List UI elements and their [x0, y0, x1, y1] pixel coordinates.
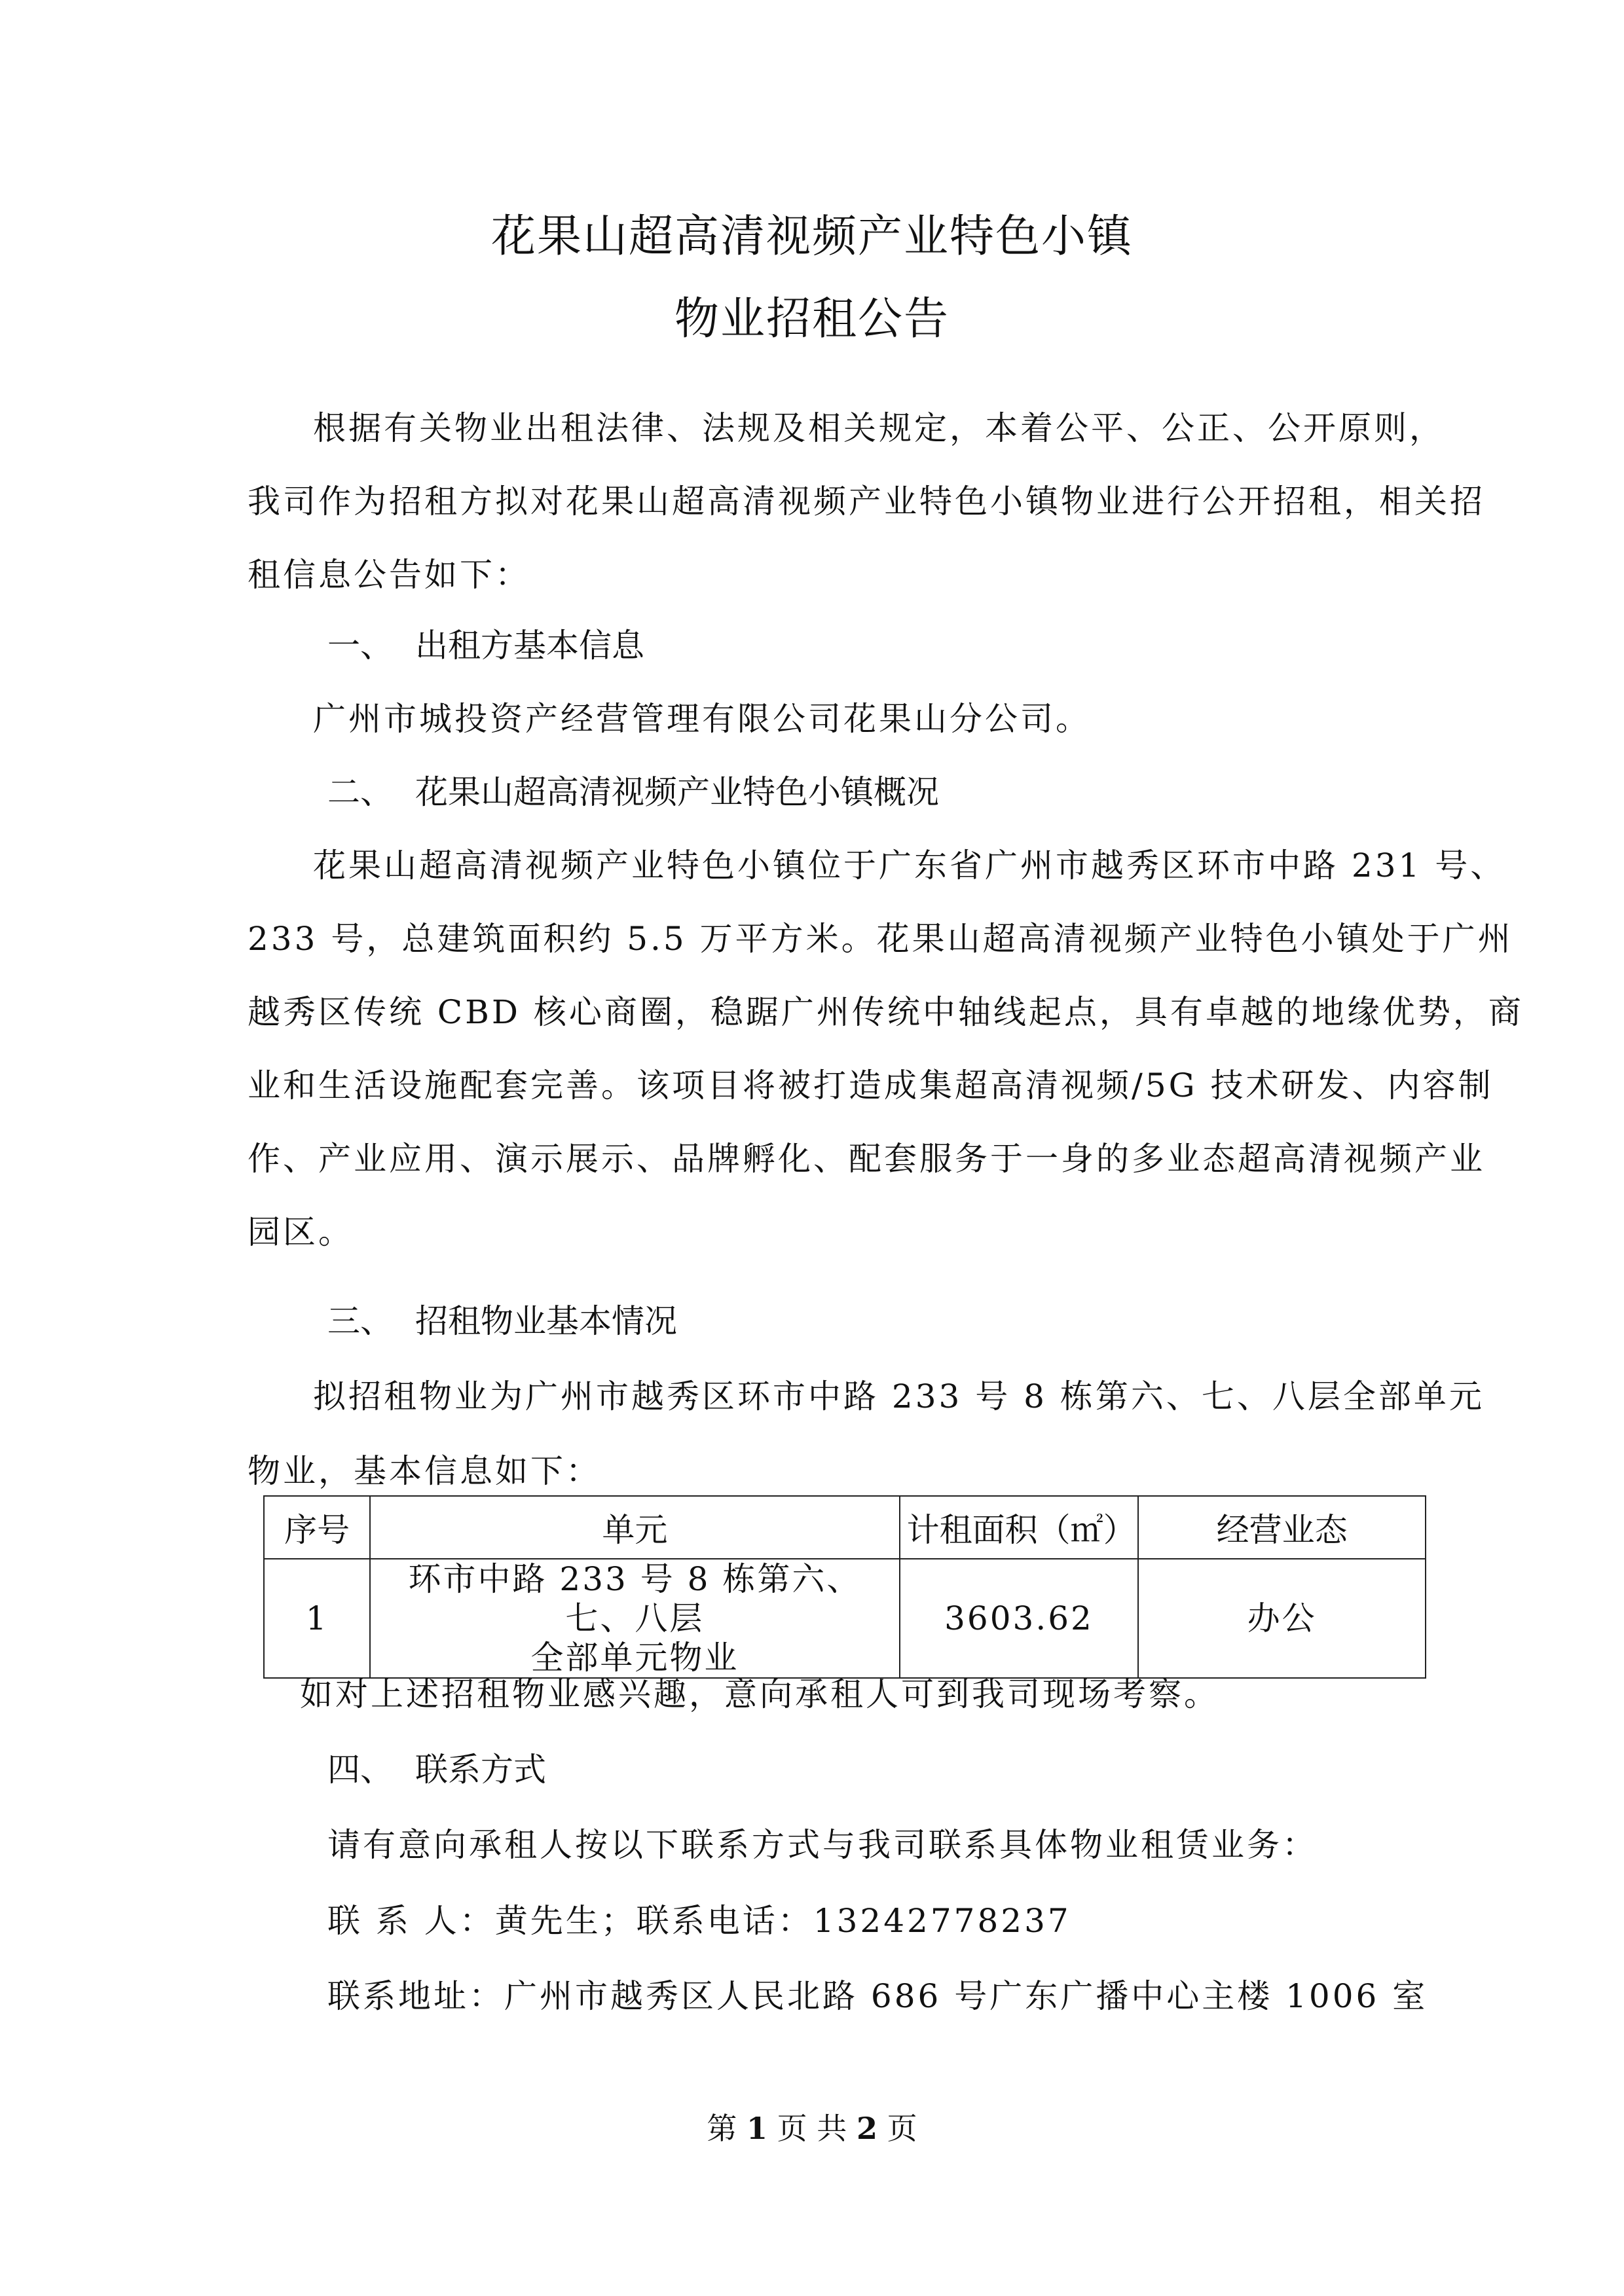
- table-cell-index: 1: [264, 1559, 370, 1678]
- contact-address: 联系地址：广州市越秀区人民北路 686 号广东广播中心主楼 1006 室: [327, 1977, 1428, 2015]
- section3-body-line1: 拟招租物业为广州市越秀区环市中路 233 号 8 栋第六、七、八层全部单元: [313, 1377, 1485, 1415]
- section3-number: 三、: [327, 1302, 393, 1340]
- footer-prefix: 第: [707, 2111, 747, 2146]
- section4-number: 四、: [327, 1751, 393, 1789]
- footer-page-number: 1: [747, 2111, 768, 2146]
- table-header-index: 序号: [264, 1496, 370, 1559]
- table-cell-unit-line1: 环市中路 233 号 8 栋第六、七、八层: [408, 1560, 862, 1637]
- section2-heading: [327, 773, 939, 811]
- section1-heading: [327, 627, 644, 665]
- table-cell-unit-line2: 全部单元物业: [530, 1639, 739, 1677]
- section1-number: 一、: [327, 627, 393, 665]
- section4-heading: [327, 1751, 546, 1789]
- intro-paragraph-line3: 租信息公告如下：: [248, 556, 530, 594]
- section3-body-line2: 物业，基本信息如下：: [248, 1452, 601, 1490]
- section2-title: 花果山超高清视频产业特色小镇概况: [415, 773, 939, 811]
- section3-title: 招租物业基本情况: [415, 1302, 677, 1340]
- document-title-line2: 物业招租公告: [674, 293, 950, 345]
- table-cell-unit: [370, 1559, 899, 1678]
- section1-body: 广州市城投资产经营管理有限公司花果山分公司。: [313, 700, 1091, 738]
- section2-body-line6: 园区。: [248, 1213, 354, 1251]
- document-title-line1: 花果山超高清视频产业特色小镇: [490, 211, 1133, 263]
- footer-suffix: 页: [877, 2111, 917, 2146]
- section2-body-line1: 花果山超高清视频产业特色小镇位于广东省广州市越秀区环市中路 231 号、: [313, 847, 1506, 884]
- section2-number: 二、: [327, 773, 393, 811]
- table-header-unit: 单元: [370, 1496, 899, 1559]
- section2-body-line4: 业和生活设施配套完善。该项目将被打造成集超高清视频/5G 技术研发、内容制: [248, 1066, 1494, 1104]
- table-header-row: [264, 1496, 1426, 1559]
- footer-total-pages: 2: [856, 2111, 877, 2146]
- table-cell-use: 办公: [1138, 1559, 1426, 1678]
- intro-paragraph-line1: 根据有关物业出租法律、法规及相关规定，本着公平、公正、公开原则，: [313, 409, 1445, 447]
- section3-note: 如对上述招租物业感兴趣，意向承租人可到我司现场考察。: [300, 1675, 1219, 1713]
- table-cell-area: 3603.62: [900, 1559, 1139, 1678]
- section1-title: 出租方基本信息: [415, 627, 644, 665]
- section2-body-line5: 作、产业应用、演示展示、品牌孵化、配套服务于一身的多业态超高清视频产业: [248, 1140, 1485, 1178]
- footer-middle: 页 共: [767, 2111, 857, 2146]
- rental-property-table: [263, 1495, 1426, 1679]
- table-header-area: 计租面积（㎡）: [900, 1496, 1139, 1559]
- section3-heading: [327, 1302, 677, 1340]
- section4-title: 联系方式: [415, 1751, 546, 1789]
- section2-body-line3: 越秀区传统 CBD 核心商圈，稳踞广州传统中轴线起点，具有卓越的地缘优势，商: [248, 993, 1524, 1031]
- section2-body-line2: 233 号，总建筑面积约 5.5 万平方米。花果山超高清视频产业特色小镇处于广州: [248, 920, 1513, 958]
- contact-instructions: 请有意向承租人按以下联系方式与我司联系具体物业租赁业务：: [327, 1826, 1318, 1864]
- page-footer: [0, 2111, 1624, 2146]
- intro-paragraph-line2: 我司作为招租方拟对花果山超高清视频产业特色小镇物业进行公开招租，相关招: [248, 483, 1485, 520]
- table-row: [264, 1559, 1426, 1678]
- table-header-use: 经营业态: [1138, 1496, 1426, 1559]
- contact-person-phone: 联 系 人：黄先生；联系电话：13242778237: [327, 1902, 1071, 1940]
